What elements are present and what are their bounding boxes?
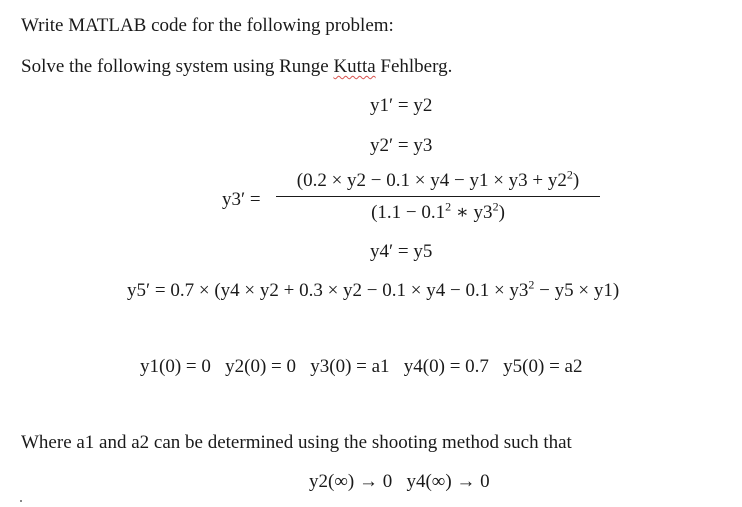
equation-3-numerator: $(0.2 \times y2 - 0.1 \times y4 - y1 \times y3 + y2^2)$ — [296, 167, 580, 191]
equation-2: y2′ = y3 — [370, 135, 433, 156]
equation-5: $y5' = 0.7 \times (y4 \times y2 + 0.3 \times y2 - 0.1 \times y4 - 0.1 \times y3^2 - y5 \times y1)$ — [127, 277, 620, 301]
instruction-text — [21, 56, 452, 78]
stray-mark — [20, 500, 22, 502]
instruction-before: Solve the following system using Runge — [21, 56, 334, 77]
equation-3-lhs: y3′ = — [222, 189, 261, 210]
boundary-conditions: y2(∞) → 0 y4(∞) → 0 — [309, 471, 490, 492]
intro-text: Write MATLAB code for the following problem: — [21, 15, 394, 36]
initial-conditions: y1(0) = 0 y2(0) = 0 y3(0) = a1 y4(0) = 0.7 y5(0) = a2 — [140, 356, 583, 377]
equation-1: y1′ = y2 — [370, 95, 433, 116]
equation-3-fraction — [276, 167, 600, 224]
equation-3-denominator: ($1.1 - 0.1^2$ ∗ $y3^2$) — [371, 199, 505, 223]
fraction-bar — [276, 196, 600, 197]
instruction-after: Fehlberg. — [375, 56, 453, 77]
equation-4: y4′ = y5 — [370, 241, 433, 262]
shooting-text: Where a1 and a2 can be determined using the shooting method such that — [21, 432, 572, 453]
method-word: Kutta — [333, 56, 376, 77]
